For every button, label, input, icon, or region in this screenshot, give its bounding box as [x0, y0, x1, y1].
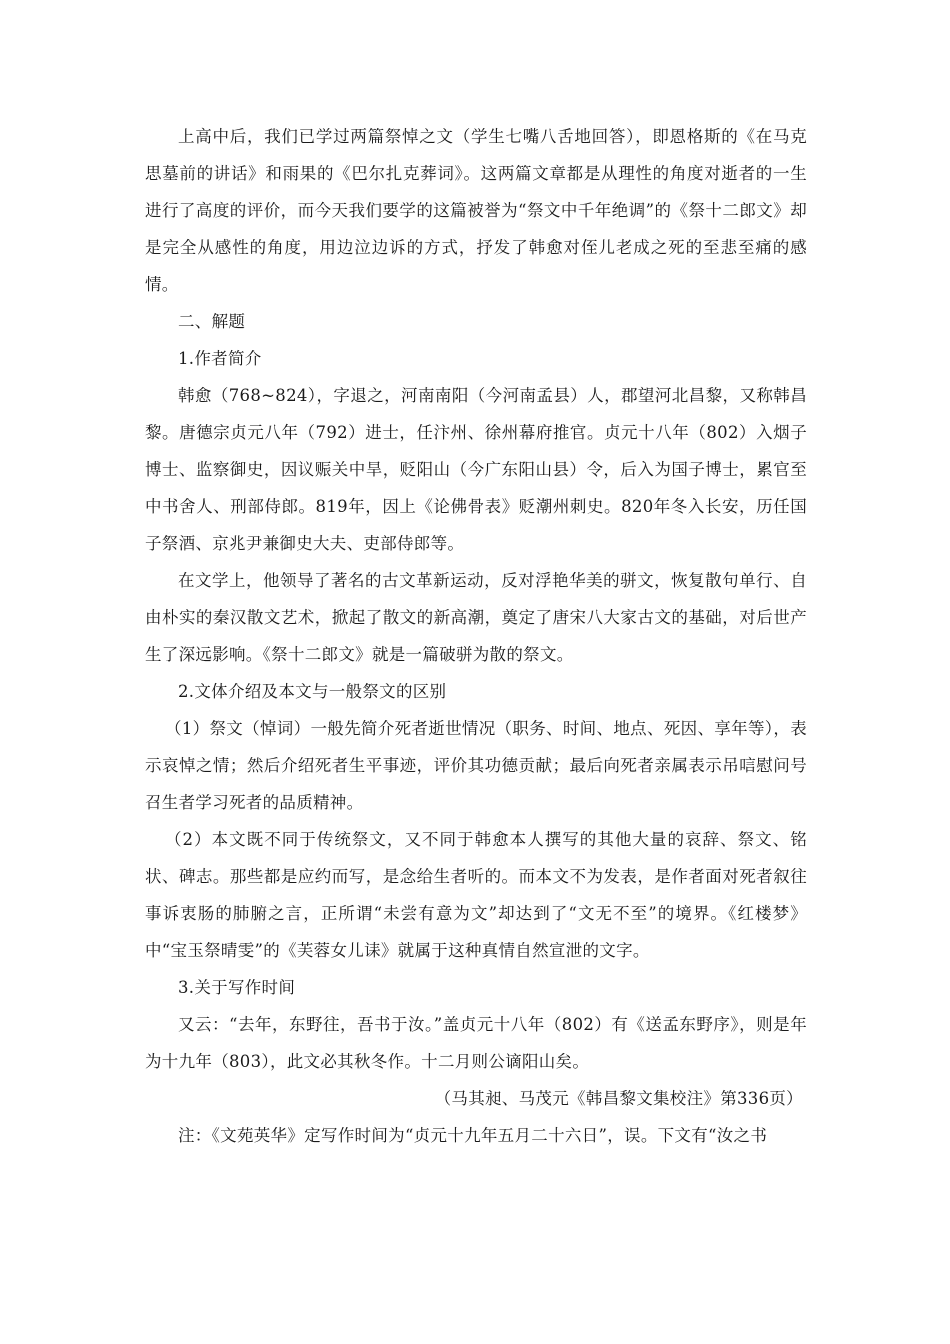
writing-time-quote: 又云：“去年，东野往，吾书于汝。”盖贞元十八年（802）有《送孟东野序》，则是年为十九年（803），此文必其秋冬作。十二月则公谪阳山矣。 [145, 1015, 807, 1071]
citation-source: （马其昶、马茂元《韩昌黎文集校注》第336页） [434, 1089, 803, 1108]
genre-point-2: （2）本文既不同于传统祭文，又不同于韩愈本人撰写的其他大量的哀辞、祭文、铭状、碑志。那些都是应约而写，是念给生者听的。而本文不为发表，是作者面对死者叙往事诉衷肠的肺腑之言，正所谓“未尝有意为文”却达到了“文无不至”的境界。《红楼梦》中“宝玉祭晴雯”的《芙蓉女儿诔》就属于这种真情自然宣泄的文字。 [145, 830, 807, 960]
section-heading-explain-title: 二、解题 [178, 312, 246, 331]
subheading-writing-time: 3.关于写作时间 [178, 978, 296, 997]
writing-time-note: 注：《文苑英华》定写作时间为“贞元十九年五月二十六日”，误。下文有“汝之书 [178, 1126, 768, 1145]
author-biography-paragraph: 韩愈（768~824），字退之，河南南阳（今河南孟县）人，郡望河北昌黎，又称韩昌黎。唐德宗贞元八年（792）进士，任汴州、徐州幕府推官。贞元十八年（802）入烟子博士、监察御史，因议赈关中旱，贬阳山（今广东阳山县）令，后入为国子博士，累官至中书舍人、刑部侍郎。819年，因上《论佛骨表》贬潮州刺史。820年冬入长安，历任国子祭酒、京兆尹兼御史大夫、吏部侍郎等。 [145, 386, 807, 553]
subheading-author-intro: 1.作者简介 [178, 349, 262, 368]
intro-paragraph: 上高中后，我们已学过两篇祭悼之文（学生七嘴八舌地回答），即恩格斯的《在马克思墓前的讲话》和雨果的《巴尔扎克葬词》。这两篇文章都是从理性的角度对逝者的一生进行了高度的评价，而今天我们要学的这篇被誉为“祭文中千年绝调”的《祭十二郎文》却是完全从感性的角度，用边泣边诉的方式，抒发了韩愈对侄儿老成之死的至悲至痛的感情。 [145, 127, 807, 294]
document-body [145, 118, 807, 1154]
genre-point-1: （1）祭文（悼词）一般先简介死者逝世情况（职务、时间、地点、死因、享年等），表示哀悼之情；然后介绍死者生平事迹，评价其功德贡献；最后向死者亲属表示吊唁慰问号召生者学习死者的品质精神。 [145, 719, 807, 812]
author-literature-paragraph: 在文学上，他领导了著名的古文革新运动，反对浮艳华美的骈文，恢复散句单行、自由朴实的秦汉散文艺术，掀起了散文的新高潮，奠定了唐宋八大家古文的基础，对后世产生了深远影响。《祭十二郎文》就是一篇破骈为散的祭文。 [145, 571, 807, 664]
subheading-genre: 2.文体介绍及本文与一般祭文的区别 [178, 682, 447, 701]
